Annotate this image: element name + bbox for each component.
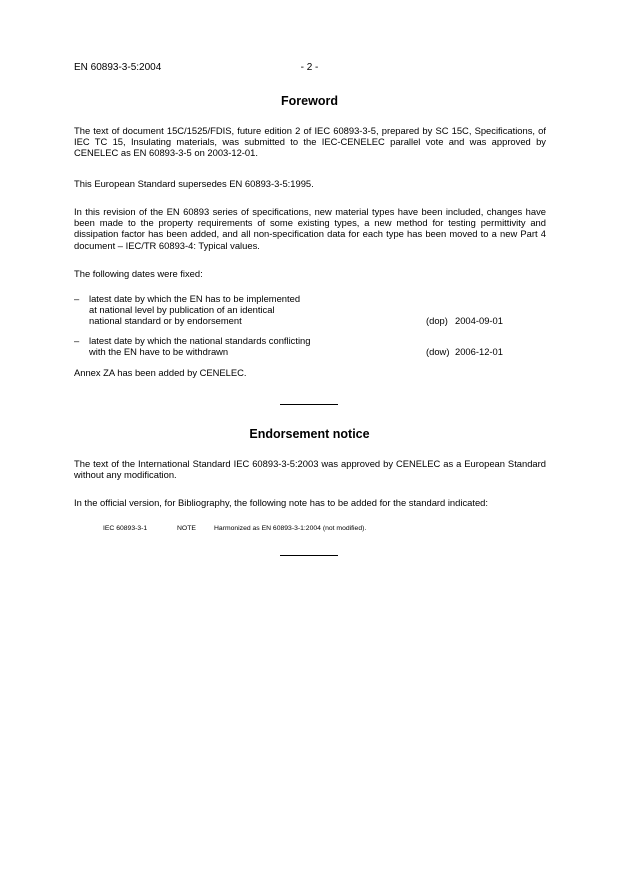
header-document-id: EN 60893-3-5:2004 (74, 62, 162, 73)
endorsement-title: Endorsement notice (249, 427, 370, 441)
dates-intro: The following dates were fixed: (74, 268, 203, 279)
bibliography-note-label: NOTE (177, 525, 196, 532)
date-code: (dop) (426, 315, 448, 327)
date-value: 2004-09-01 (455, 315, 503, 327)
endorsement-paragraph-2: In the official version, for Bibliography, the following note has to be added for the standard indicated: (74, 497, 488, 508)
date-value: 2006-12-01 (455, 346, 503, 358)
date-item-description (89, 293, 409, 327)
date-code: (dow) (426, 346, 450, 358)
date-item-description (89, 335, 409, 357)
date-item-line: latest date by which the EN has to be implemented (89, 293, 301, 304)
section-separator (280, 555, 338, 556)
list-dash: – (74, 293, 80, 304)
bibliography-standard: IEC 60893-3-1 (103, 525, 148, 532)
foreword-paragraph-2: This European Standard supersedes EN 60893-3-5:1995. (74, 178, 314, 189)
list-dash: – (74, 335, 80, 346)
foreword-paragraph-3: In this revision of the EN 60893 series of specifications, new material types have been included, changes have been made to the property requirements of some existing types, a new method for testing permittivity and dissipation factor has been added, and all non-specification data for each type has been moved to a new Part 4 document – IEC/TR 60893-4: Typical values. (74, 206, 546, 251)
date-item-line: national standard or by endorsement (89, 315, 242, 327)
date-item-line: at national level by publication of an identical (89, 304, 275, 316)
foreword-title: Foreword (281, 94, 338, 108)
bibliography-note-text: Harmonized as EN 60893-3-1:2004 (not modified). (214, 525, 367, 532)
date-item-dow (74, 335, 546, 359)
date-item-line: latest date by which the national standards conflicting (89, 335, 311, 346)
header-page-number: - 2 - (300, 62, 319, 73)
date-item-dop (74, 293, 546, 329)
annex-note: Annex ZA has been added by CENELEC. (74, 367, 247, 378)
endorsement-paragraph-1: The text of the International Standard IEC 60893-3-5:2003 was approved by CENELEC as a European Standard without any modification. (74, 458, 546, 481)
section-separator (280, 404, 338, 405)
foreword-paragraph-1: The text of document 15C/1525/FDIS, future edition 2 of IEC 60893-3-5, prepared by SC 15C, Specifications, of IEC TC 15, Insulating materials, was submitted to the IEC-CENELEC parallel vote and was approved by CENELEC as EN 60893-3-5 on 2003-12-01. (74, 125, 546, 159)
date-item-line: with the EN have to be withdrawn (89, 346, 229, 358)
